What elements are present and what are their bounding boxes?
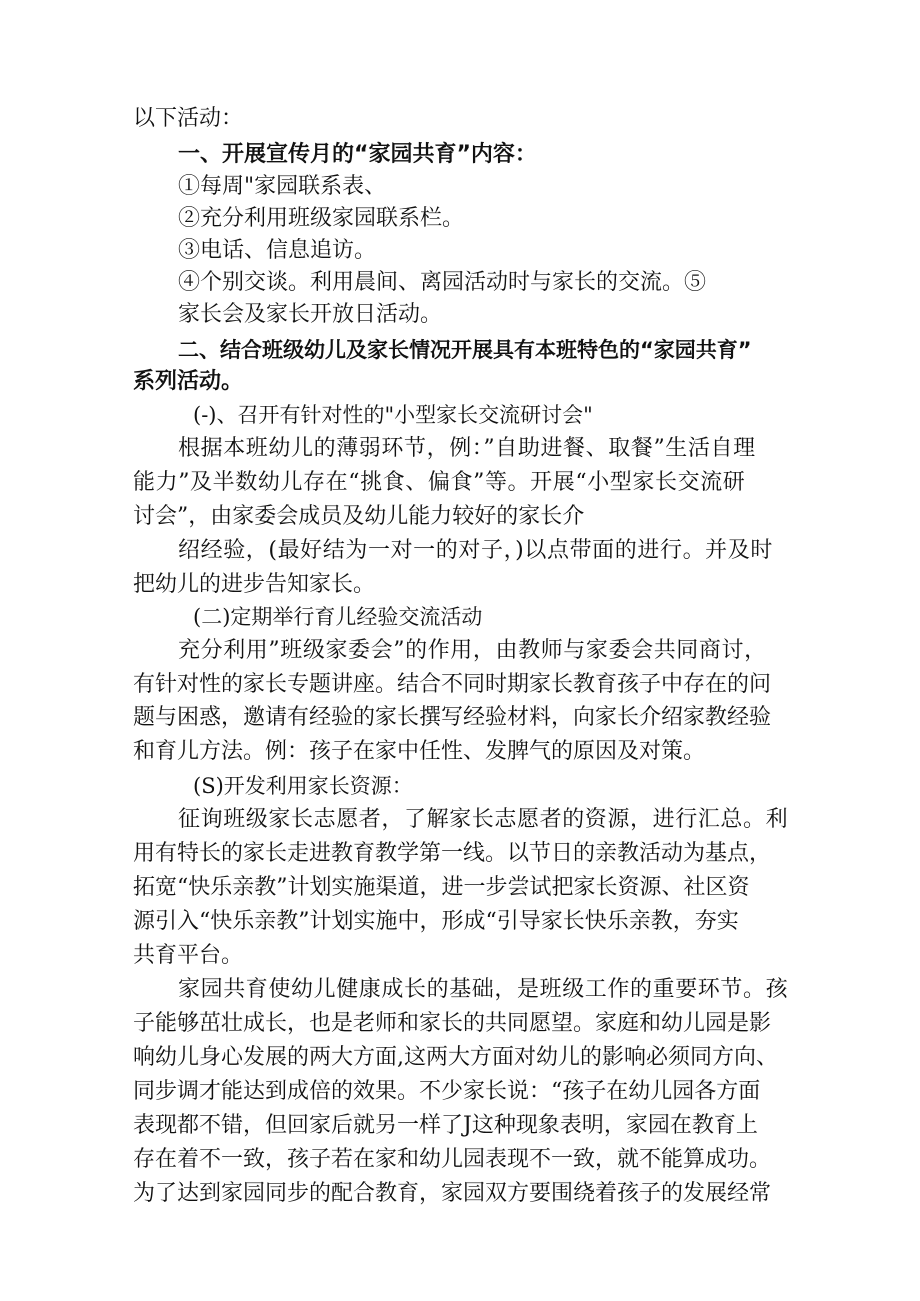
paragraph-line: 家园共育使幼儿健康成长的基础，是班级工作的重要环节。孩 [178,977,789,1002]
paragraph-line: 题与困惑，邀请有经验的家长撰写经验材料，向家长介绍家教经验 [133,705,772,730]
text-line: 以下活动： [133,106,244,131]
paragraph-line: 绍经验，(最好结为一对一的对子，)以点带面的进行。并及时 [178,538,773,563]
paragraph-line: 充分利用”班级家委会”的作用，由教师与家委会共同商讨， [178,638,767,663]
subsection-heading: (-)、召开有针对性的"小型家长交流研讨会" [193,403,593,427]
paragraph-line: 用有特长的家长走进教育教学第一线。以节日的亲教活动为基点， [133,841,772,866]
paragraph-line: 征询班级家长志愿者，了解家长志愿者的资源，进行汇总。利 [178,807,789,832]
paragraph-line: 存在着不一致，孩子若在家和幼儿园表现不一致，就不能算成功。 [133,1147,772,1172]
section-heading: 二、结合班级幼儿及家长情况开展具有本班特色的“家园共育” [178,338,752,362]
paragraph-line: 源引入“快乐亲教”计划实施中，形成“引导家长快乐亲教，夯实 [133,909,739,934]
paragraph-line: 表现都不错，但回家后就另一样了J这种现象表明，家园在教育上 [133,1113,758,1138]
paragraph-line: 根据本班幼儿的薄弱环节，例：”自助进餐、取餐”生活自理 [178,436,756,461]
paragraph-line: 和育儿方法。例：孩子在家中任性、发脾气的原因及对策。 [133,739,706,764]
paragraph-line: 有针对性的家长专题讲座。结合不同时期家长教育孩子中存在的问 [133,672,772,697]
paragraph-line: 同步调才能达到成倍的效果。不少家长说：“孩子在幼儿园各方面 [133,1079,761,1104]
list-item: ③电话、信息追访。 [178,238,377,263]
list-item: 家长会及家长开放日活动。 [178,302,443,327]
paragraph-line: 把幼儿的进步告知家长。 [133,572,376,597]
section-heading-continued: 系列活动。 [133,369,244,394]
paragraph-line: 讨会”，由家委会成员及幼儿能力较好的家长介 [133,504,585,529]
list-item: ④个别交谈。利用晨间、离园活动时与家长的交流。⑤ [178,270,707,295]
paragraph-line: 为了达到家园同步的配合教育，家园双方要围绕着孩子的发展经常 [133,1181,772,1206]
paragraph-line: 子能够茁壮成长，也是老师和家长的共同愿望。家庭和幼儿园是影 [133,1011,772,1036]
list-item: ①每周"家园联系表、 [178,174,387,199]
section-heading: 一、开展宣传月的“家园共育”内容： [178,142,537,167]
paragraph-line: 共育平台。 [133,943,244,968]
paragraph-line: 响幼儿身心发展的两大方面,这两大方面对幼儿的影响必须同方向、 [133,1045,778,1070]
list-item: ②充分利用班级家园联系栏。 [178,206,465,231]
subsection-heading: (二)定期举行育儿经验交流活动 [193,605,483,629]
paragraph-line: 能力”及半数幼儿存在“挑食、偏食”等。开展“小型家长交流研 [133,470,746,495]
paragraph-line: 拓宽“快乐亲教”计划实施渠道，进一步尝试把家长资源、社区资 [133,875,750,900]
subsection-heading: (S)开发利用家长资源： [193,774,413,798]
